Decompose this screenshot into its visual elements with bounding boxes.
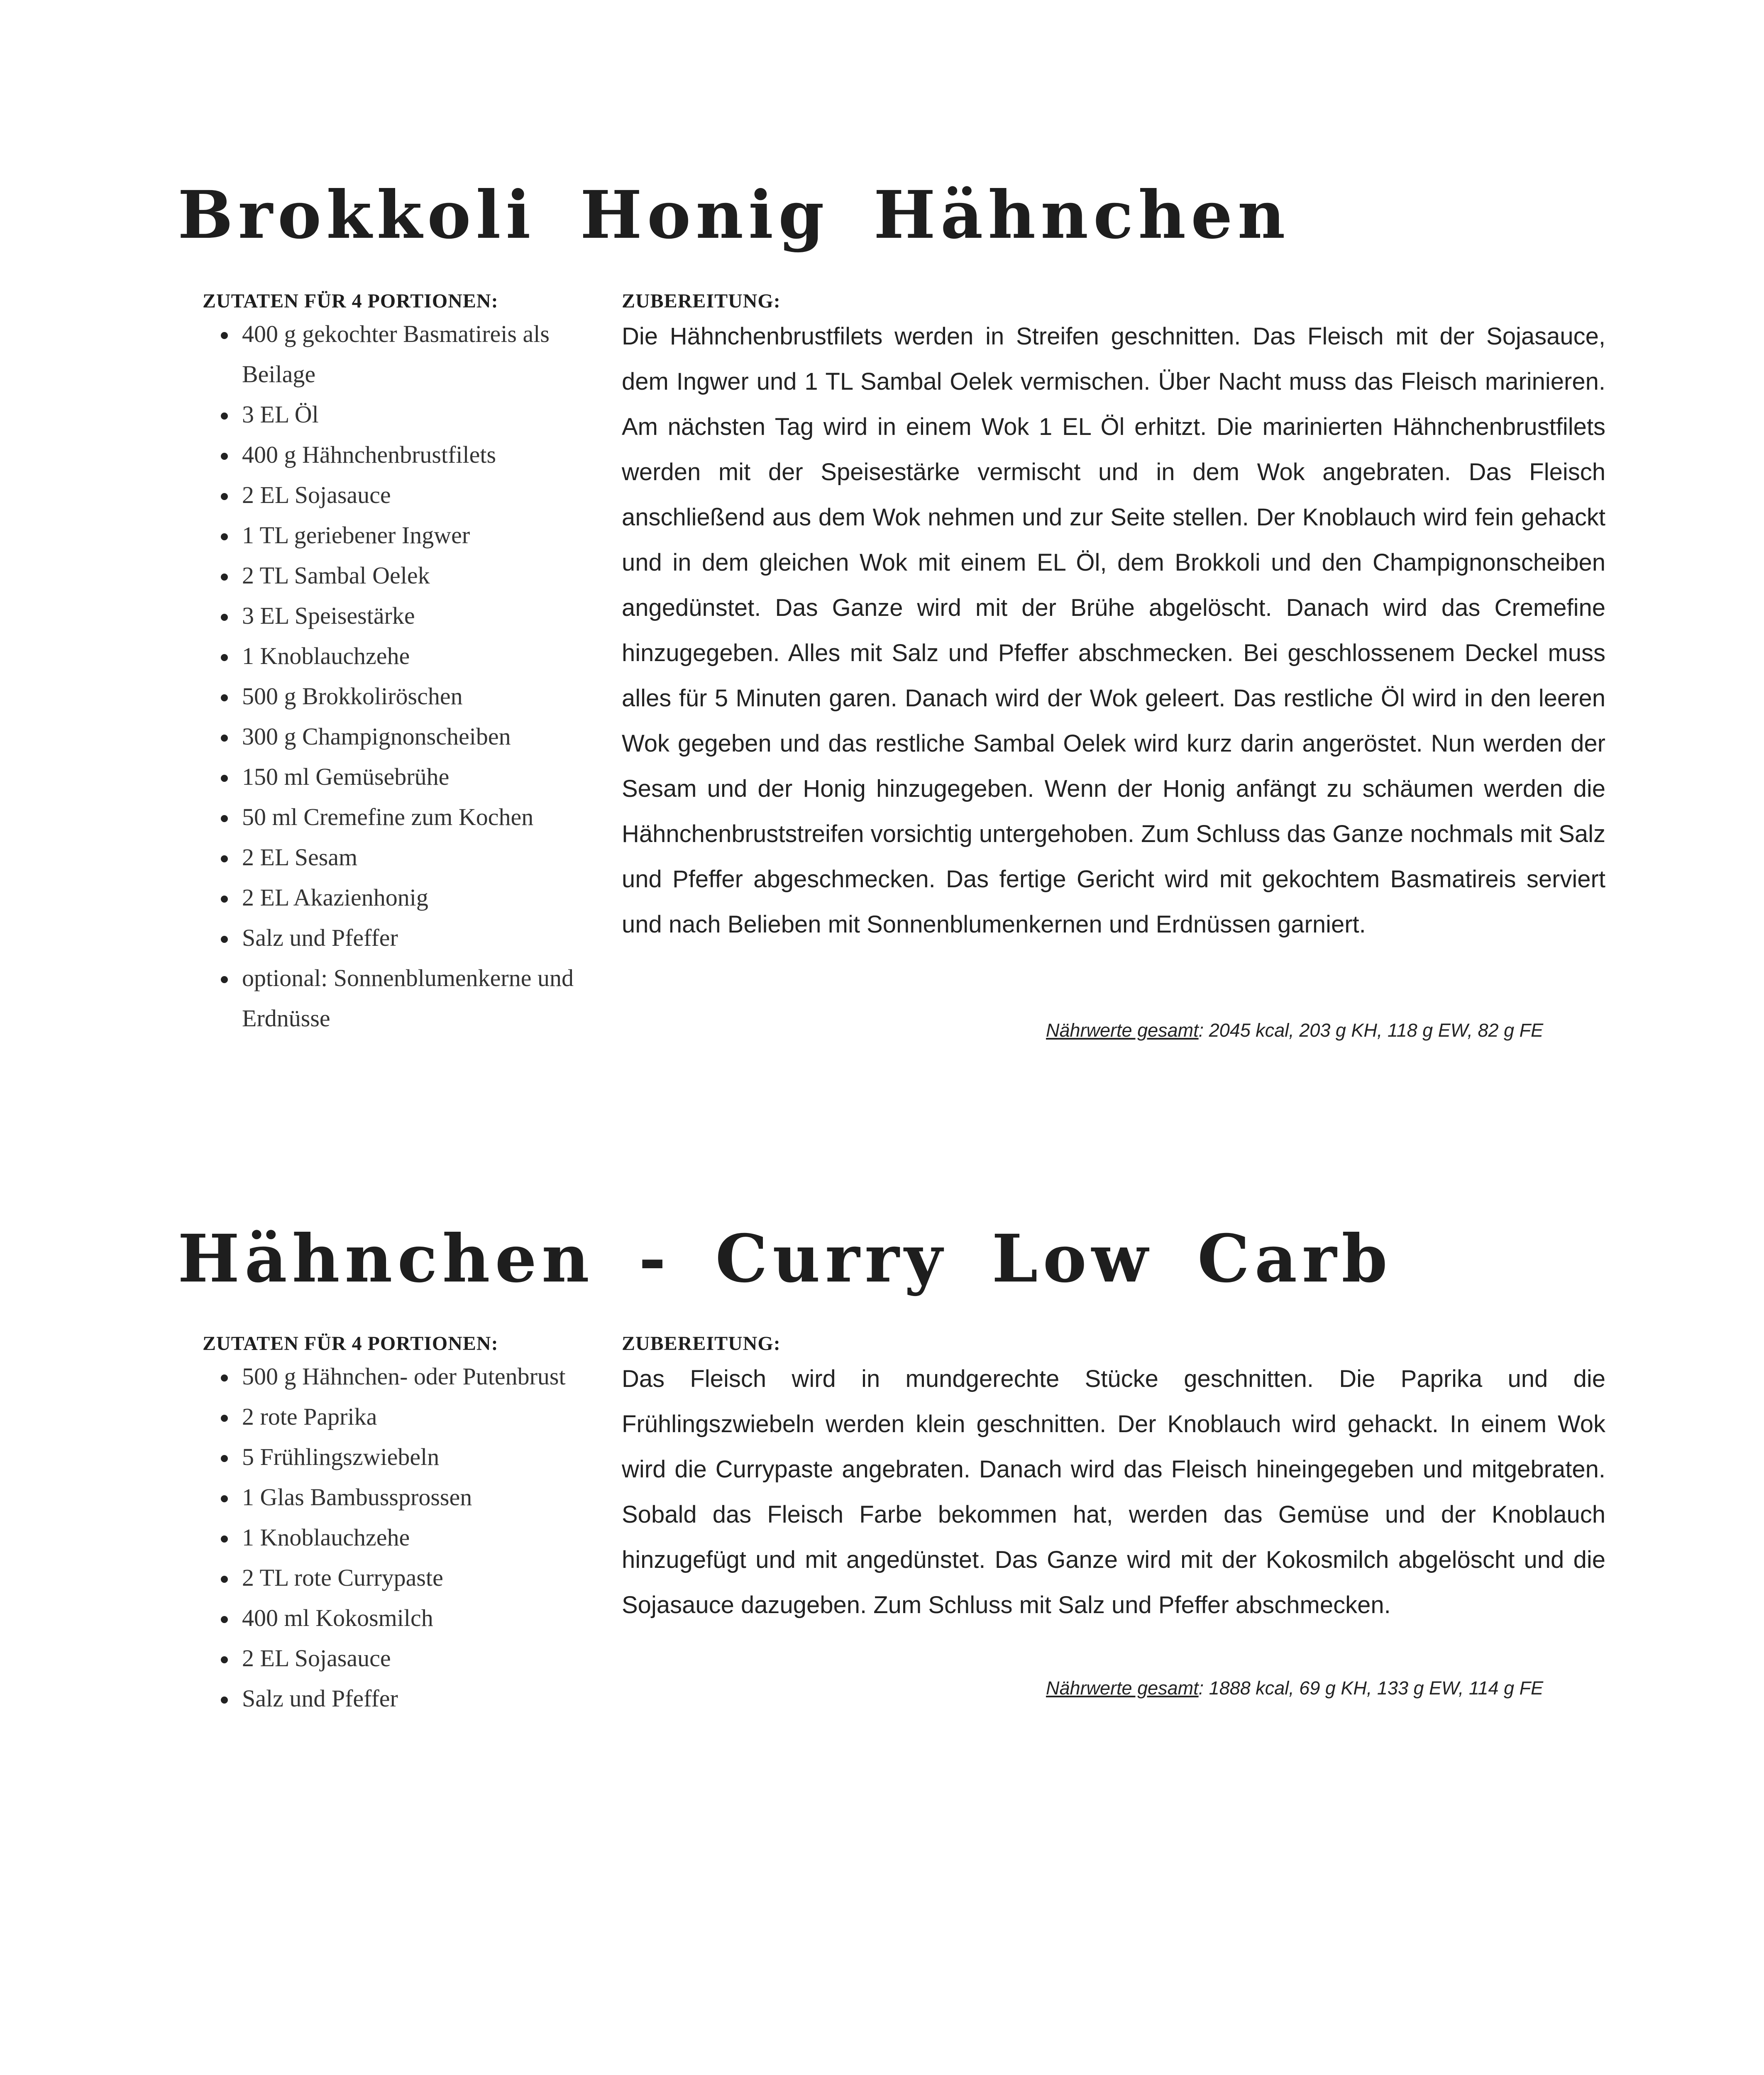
preparation-column <box>622 289 1605 947</box>
ingredient-item: Salz und Pfeffer <box>203 1678 584 1719</box>
ingredients-list <box>203 1356 584 1719</box>
nutrition-label: Nährwerte gesamt <box>1046 1677 1199 1699</box>
ingredient-item: 5 Frühlingszwiebeln <box>203 1437 584 1477</box>
ingredients-column <box>203 289 584 1038</box>
recipe-title: Hähnchen - Curry Low Carb <box>178 1221 1393 1297</box>
ingredient-item: 1 Glas Bambussprossen <box>203 1477 584 1517</box>
ingredient-item: 2 EL Sojasauce <box>203 475 584 515</box>
ingredient-item: 400 g gekochter Basmatireis als Beilage <box>203 314 584 394</box>
ingredient-item: 1 Knoblauchzehe <box>203 636 584 676</box>
preparation-column <box>622 1331 1605 1628</box>
nutrition-label: Nährwerte gesamt <box>1046 1020 1199 1041</box>
preparation-heading: ZUBEREITUNG: <box>622 290 781 312</box>
ingredient-item: 400 ml Kokosmilch <box>203 1598 584 1638</box>
ingredient-item: 1 Knoblauchzehe <box>203 1517 584 1557</box>
ingredient-item: 50 ml Cremefine zum Kochen <box>203 797 584 837</box>
ingredient-item: 500 g Brokkoliröschen <box>203 676 584 716</box>
ingredient-item: 2 EL Akazienhonig <box>203 877 584 918</box>
ingredient-item: 2 EL Sesam <box>203 837 584 877</box>
preparation-heading: ZUBEREITUNG: <box>622 1333 781 1355</box>
ingredient-item: 150 ml Gemüsebrühe <box>203 757 584 797</box>
ingredient-item: 3 EL Öl <box>203 394 584 435</box>
ingredient-item: 300 g Champignonscheiben <box>203 716 584 757</box>
ingredient-item: 2 TL Sambal Oelek <box>203 555 584 596</box>
ingredient-item: Salz und Pfeffer <box>203 918 584 958</box>
preparation-text: Die Hähnchenbrustfilets werden in Streifen geschnitten. Das Fleisch mit der Sojasauce, dem Ingwer und 1 TL Sambal Oelek vermischen. Über Nacht muss das Fleisch marinieren. Am nächsten Tag wird in einem Wok 1 EL Öl erhitzt. Die marinierten Hähnchenbrustfilets werden mit der Speisestärke vermischt und in dem Wok angebraten. Das Fleisch anschließend aus dem Wok nehmen und zur Seite stellen. Der Knoblauch wird fein gehackt und in dem gleichen Wok mit einem EL Öl, dem Brokkoli und den Champignonscheiben angedünstet. Das Ganze wird mit der Brühe abgelöscht. Danach wird das Cremefine hinzugegeben. Alles mit Salz und Pfeffer abschmecken. Bei geschlossenem Deckel muss alles für 5 Minuten garen. Danach wird der Wok geleert. Das restliche Öl wird in den leeren Wok gegeben und das restliche Sambal Oelek wird kurz darin angeröstet. Nun werden der Sesam und der Honig hinzugegeben. Wenn der Honig anfängt zu schäumen werden die Hähnchenbruststreifen vorsichtig untergehoben. Zum Schluss das Ganze nochmals mit Salz und Pfeffer abgeschmecken. Das fertige Gericht wird mit gekochtem Basmatireis serviert und nach Belieben mit Sonnenblumenkernen und Erdnüssen garniert. <box>622 323 1605 938</box>
preparation-text: Das Fleisch wird in mundgerechte Stücke geschnitten. Die Paprika und die Frühlingszwiebeln werden klein geschnitten. Der Knoblauch wird gehackt. In einem Wok wird die Currypaste angebraten. Danach wird das Fleisch hineingegeben und mitgebraten. Sobald das Fleisch Farbe bekommen hat, werden das Gemüse und der Knoblauch hinzugefügt und mit angedünstet. Das Ganze wird mit der Kokosmilch abgelöscht und die Sojasauce dazugeben. Zum Schluss mit Salz und Pfeffer abschmecken. <box>622 1365 1605 1618</box>
ingredients-list <box>203 314 584 1038</box>
ingredient-item: 500 g Hähnchen- oder Putenbrust <box>203 1356 584 1396</box>
ingredients-heading: ZUTATEN FÜR 4 PORTIONEN: <box>203 1333 498 1355</box>
nutrition-info <box>1046 1019 1543 1042</box>
recipe-title: Brokkoli Honig Hähnchen <box>178 177 1290 254</box>
nutrition-info <box>1046 1677 1543 1700</box>
ingredients-column <box>203 1331 584 1719</box>
nutrition-values: : 1888 kcal, 69 g KH, 133 g EW, 114 g FE <box>1198 1677 1544 1699</box>
ingredient-item: 3 EL Speisestärke <box>203 596 584 636</box>
ingredient-item: 2 TL rote Currypaste <box>203 1557 584 1598</box>
ingredient-item: 2 rote Paprika <box>203 1396 584 1437</box>
ingredient-item: 400 g Hähnchenbrustfilets <box>203 435 584 475</box>
nutrition-values: : 2045 kcal, 203 g KH, 118 g EW, 82 g FE <box>1198 1020 1544 1041</box>
ingredient-item: 1 TL geriebener Ingwer <box>203 515 584 555</box>
ingredient-item: 2 EL Sojasauce <box>203 1638 584 1678</box>
ingredient-item: optional: Sonnenblumenkerne und Erdnüsse <box>203 958 584 1038</box>
ingredients-heading: ZUTATEN FÜR 4 PORTIONEN: <box>203 290 498 312</box>
